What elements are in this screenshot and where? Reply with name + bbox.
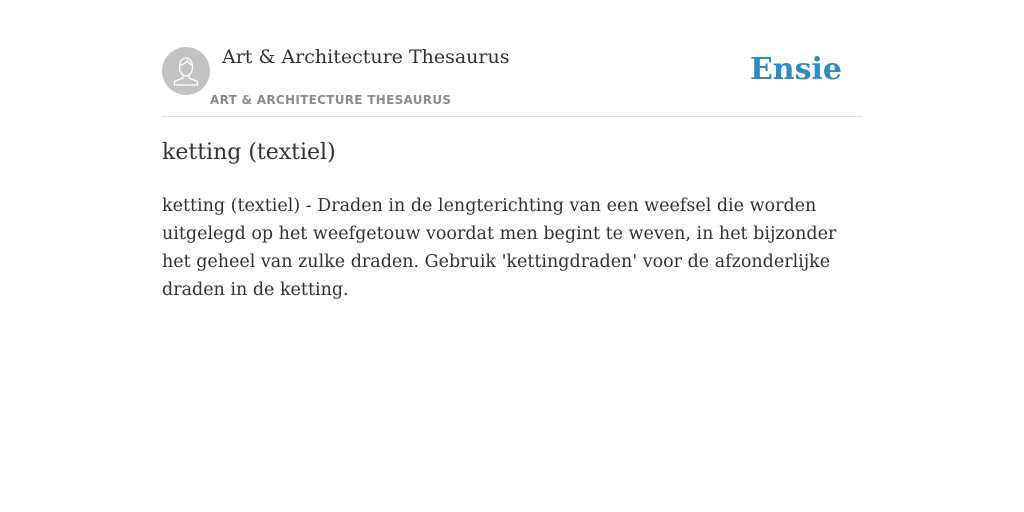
author-name[interactable]: Art & Architecture Thesaurus [222, 46, 510, 68]
ensie-logo[interactable]: Ensie [749, 52, 842, 87]
user-silhouette-icon [162, 47, 210, 95]
term-title: ketting (textiel) [162, 140, 336, 165]
author-subtitle[interactable]: ART & ARCHITECTURE THESAURUS [210, 93, 452, 107]
author-avatar[interactable] [162, 47, 210, 95]
term-definition: ketting (textiel) - Draden in de lengterichting van een weefsel die worden uitgelegd op het weefgetouw voordat men begint te weven, in het bijzonder het geheel van zulke draden. Gebruik 'kettingdraden' voor de afzonderlijke draden in de ketting. [162, 196, 837, 300]
header [162, 40, 862, 117]
